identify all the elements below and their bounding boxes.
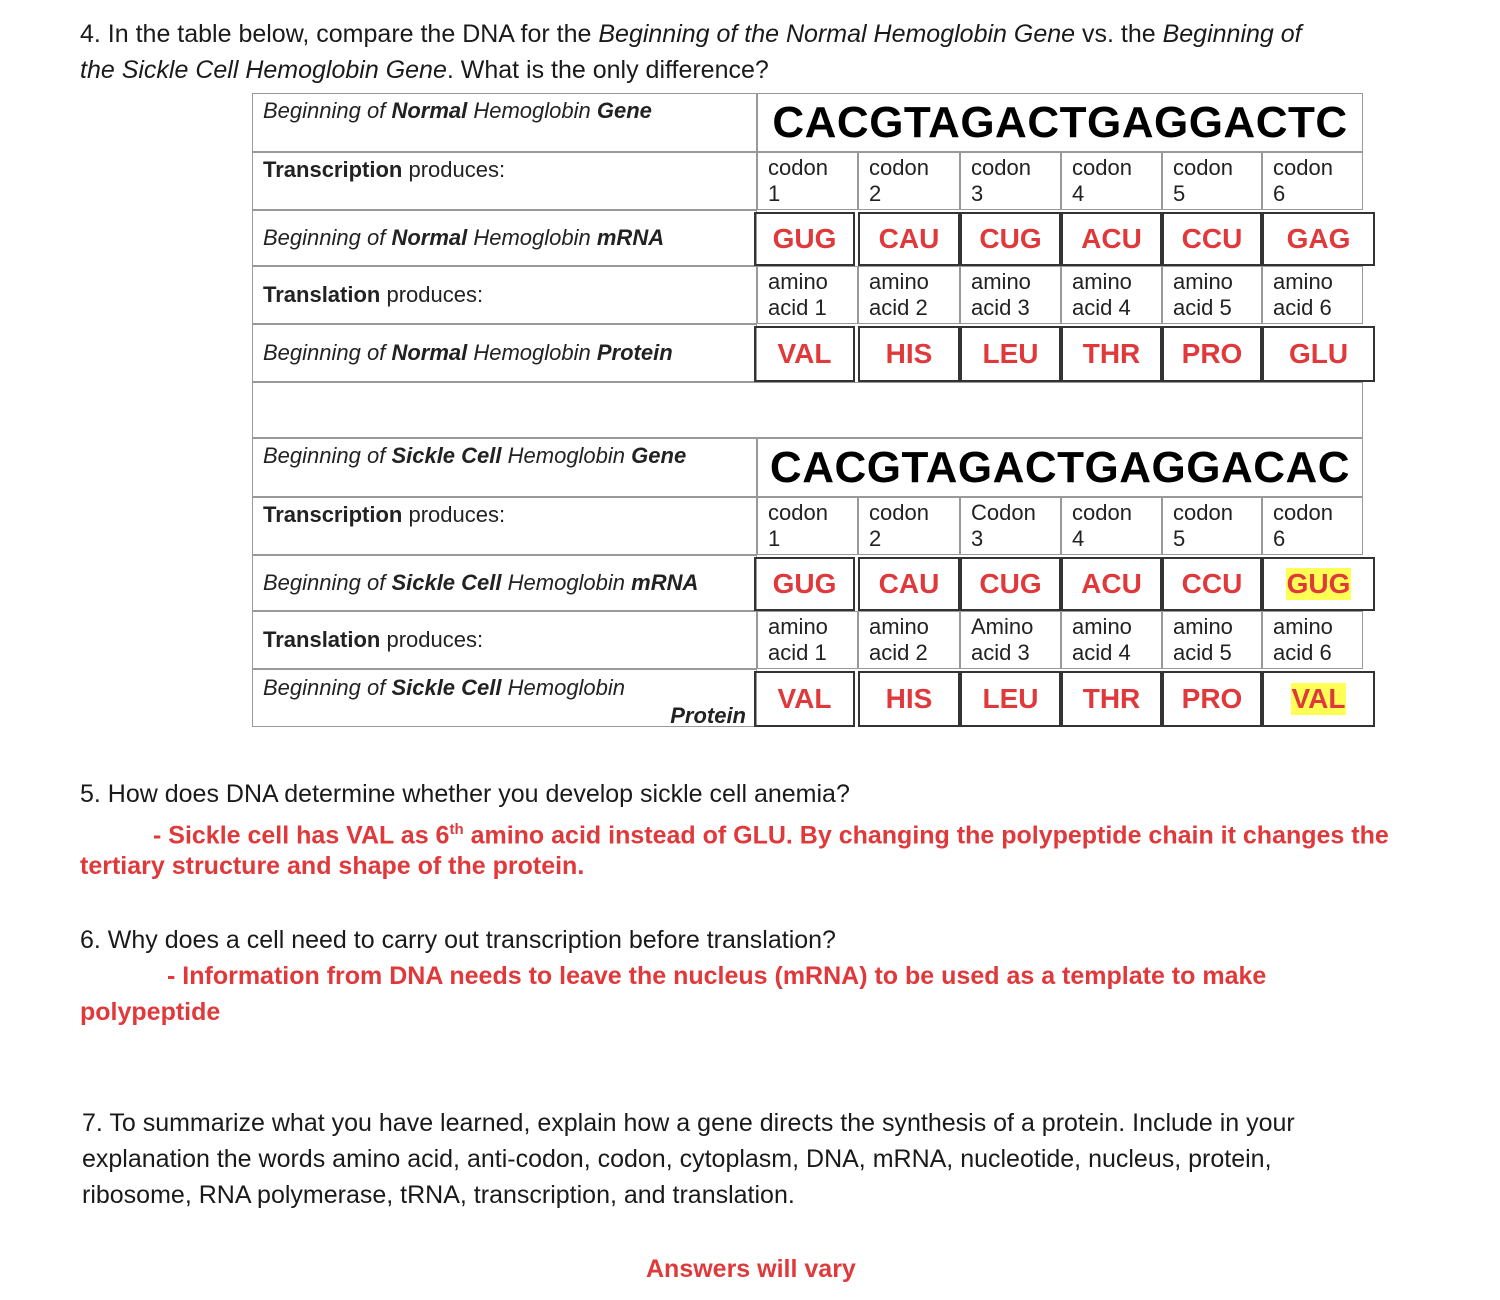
normal-gene-sequence: CACGTAGACTGAGGACTC	[757, 93, 1363, 152]
amino-number: acid 6	[1273, 640, 1332, 665]
answer-6-line-2: polypeptide	[80, 998, 221, 1026]
amino-acid-name-text: THR	[1082, 683, 1141, 714]
normal-amino-acid-5	[1162, 266, 1262, 324]
normal-transcription-label	[252, 152, 757, 210]
normal-mrna-codon-1	[754, 212, 855, 266]
amino-acid-name-text: HIS	[885, 683, 933, 714]
normal-amino-acid-name-1	[754, 326, 855, 382]
normal-amino-acid-name-4	[1061, 326, 1162, 382]
bold-text: Normal	[391, 340, 468, 365]
sickle-mrna-codon-5	[1162, 557, 1262, 611]
question-6: 6. Why does a cell need to carry out transcription before translation?	[80, 926, 836, 954]
codon-number: 1	[768, 181, 781, 206]
text: Beginning of	[263, 570, 392, 595]
codon-word: Codon	[971, 500, 1036, 525]
question-5: 5. How does DNA determine whether you develop sickle cell anemia?	[80, 780, 850, 808]
normal-codon-3	[960, 152, 1061, 210]
normal-codon-5	[1162, 152, 1262, 210]
amino-word: amino	[971, 269, 1031, 294]
sickle-mrna-codon-3	[960, 557, 1061, 611]
amino-number: acid 5	[1173, 295, 1232, 320]
mrna-codon-text: GUG	[772, 223, 837, 254]
sickle-amino-acid-name-4	[1061, 671, 1162, 727]
bold-text: Gene	[631, 443, 687, 468]
mrna-codon-text: CUG	[979, 223, 1042, 254]
normal-mrna-codon-6	[1262, 212, 1375, 266]
mrna-codon-text: GUG	[772, 568, 837, 599]
normal-protein-label	[252, 324, 757, 382]
question-7-line-3: ribosome, RNA polymerase, tRNA, transcription, and translation.	[82, 1181, 795, 1209]
sickle-codon-6	[1262, 497, 1363, 555]
codon-number: 5	[1173, 181, 1186, 206]
sickle-codon-4	[1061, 497, 1162, 555]
text: Beginning of	[263, 340, 392, 365]
normal-amino-acid-name-5	[1162, 326, 1262, 382]
amino-word: amino	[1173, 269, 1233, 294]
italic-text: the Sickle Cell Hemoglobin Gene	[80, 56, 447, 84]
mrna-codon-text: GAG	[1286, 223, 1351, 254]
codon-number: 4	[1072, 181, 1085, 206]
amino-number: acid 6	[1273, 295, 1332, 320]
bold-text: Normal	[391, 98, 468, 123]
codon-number: 6	[1273, 526, 1286, 551]
amino-word: amino	[1273, 269, 1333, 294]
codon-number: 2	[869, 181, 882, 206]
amino-number: acid 1	[768, 640, 827, 665]
mrna-codon-text: CAU	[878, 568, 940, 599]
text: produces:	[402, 157, 506, 182]
codon-word: codon	[1173, 155, 1233, 180]
amino-word: amino	[1273, 614, 1333, 639]
normal-amino-acid-3	[960, 266, 1061, 324]
amino-number: acid 4	[1072, 640, 1131, 665]
sickle-amino-acid-5	[1162, 611, 1262, 669]
text: vs. the	[1075, 20, 1163, 48]
amino-word: Amino	[971, 614, 1034, 639]
amino-word: amino	[768, 269, 828, 294]
codon-word: codon	[869, 155, 929, 180]
codon-number: 4	[1072, 526, 1085, 551]
codon-word: codon	[1273, 155, 1333, 180]
normal-codon-4	[1061, 152, 1162, 210]
mrna-codon-text: ACU	[1081, 223, 1142, 254]
codon-number: 1	[768, 526, 781, 551]
sickle-amino-acid-3	[960, 611, 1061, 669]
normal-mrna-label	[252, 210, 757, 266]
amino-number: acid 2	[869, 295, 928, 320]
amino-word: amino	[1173, 614, 1233, 639]
normal-amino-acid-name-3	[960, 326, 1061, 382]
codon-number: 3	[971, 526, 984, 551]
table-spacer-row	[252, 382, 1363, 438]
question-7-line-1: 7. To summarize what you have learned, explain how a gene directs the synthesis of a protein. Include in your	[82, 1109, 1295, 1137]
text: Beginning of	[263, 675, 392, 700]
bold-text: Transcription	[263, 157, 403, 182]
text: Hemoglobin	[501, 675, 626, 700]
sickle-codon-1	[757, 497, 858, 555]
normal-codon-6	[1262, 152, 1363, 210]
amino-acid-name-text: VAL	[777, 338, 832, 369]
amino-number: acid 5	[1173, 640, 1232, 665]
sickle-amino-acid-1	[757, 611, 858, 669]
answer-7: Answers will vary	[646, 1255, 856, 1283]
codon-number: 3	[971, 181, 984, 206]
bold-text: Sickle Cell	[391, 443, 502, 468]
amino-word: amino	[768, 614, 828, 639]
normal-amino-acid-name-2	[858, 326, 960, 382]
codon-word: codon	[1173, 500, 1233, 525]
sickle-gene-label	[252, 438, 757, 497]
codon-word: codon	[971, 155, 1031, 180]
question-7-line-2: explanation the words amino acid, anti-codon, codon, cytoplasm, DNA, mRNA, nucleotide, nucleus, protein,	[82, 1145, 1272, 1173]
bold-text: Gene	[596, 98, 652, 123]
sickle-amino-acid-name-3	[960, 671, 1061, 727]
italic-text: Beginning of	[1162, 20, 1302, 48]
codon-word: codon	[1072, 155, 1132, 180]
codon-word: codon	[1072, 500, 1132, 525]
codon-word: codon	[768, 500, 828, 525]
sickle-amino-acid-2	[858, 611, 960, 669]
codon-word: codon	[869, 500, 929, 525]
sickle-transcription-label	[252, 497, 757, 555]
codon-word: codon	[768, 155, 828, 180]
sickle-mrna-codon-1	[754, 557, 855, 611]
question-4-line-2	[80, 52, 769, 88]
normal-amino-acid-2	[858, 266, 960, 324]
bold-text: Transcription	[263, 502, 403, 527]
text: Hemoglobin	[467, 225, 597, 250]
answer-5-superscript: th	[449, 821, 464, 838]
amino-acid-name-text: GLU	[1288, 338, 1349, 369]
normal-gene-label	[252, 93, 757, 152]
amino-acid-name-text: PRO	[1181, 683, 1243, 714]
text: Beginning of	[263, 225, 392, 250]
text: Hemoglobin	[467, 98, 597, 123]
mrna-codon-text: CAU	[878, 223, 940, 254]
answer-5-text-b: amino acid instead of GLU. By changing the polypeptide chain it changes the	[463, 821, 1389, 850]
text: . What is the only difference?	[446, 56, 769, 84]
bold-text: Sickle Cell	[391, 675, 502, 700]
sickle-mrna-codon-2	[858, 557, 960, 611]
codon-number: 2	[869, 526, 882, 551]
text: Hemoglobin	[467, 340, 597, 365]
normal-codon-1	[757, 152, 858, 210]
sickle-amino-acid-name-5	[1162, 671, 1262, 727]
text: Hemoglobin	[501, 443, 632, 468]
amino-acid-name-text: LEU	[982, 683, 1039, 714]
codon-word: codon	[1273, 500, 1333, 525]
question-4-line-1	[80, 16, 1302, 52]
codon-number: 6	[1273, 181, 1286, 206]
sickle-translation-label	[252, 611, 757, 669]
text: Beginning of	[263, 443, 392, 468]
text: Hemoglobin	[501, 570, 632, 595]
normal-amino-acid-4	[1061, 266, 1162, 324]
mrna-codon-text: CCU	[1181, 568, 1243, 599]
sickle-mrna-label	[252, 555, 757, 611]
sickle-codon-5	[1162, 497, 1262, 555]
normal-mrna-codon-4	[1061, 212, 1162, 266]
amino-acid-name-text: THR	[1082, 338, 1141, 369]
mrna-codon-text: CUG	[979, 568, 1042, 599]
codon-number: 5	[1173, 526, 1186, 551]
normal-amino-acid-1	[757, 266, 858, 324]
normal-mrna-codon-5	[1162, 212, 1262, 266]
bold-text: Sickle Cell	[391, 570, 502, 595]
text: produces:	[402, 502, 506, 527]
amino-acid-name-text: VAL	[777, 683, 832, 714]
amino-acid-name-text: VAL	[1291, 683, 1346, 714]
sickle-codon-2	[858, 497, 960, 555]
text: produces:	[380, 627, 484, 652]
normal-mrna-codon-2	[858, 212, 960, 266]
answer-6-line-1: - Information from DNA needs to leave the nucleus (mRNA) to be used as a template to make	[167, 962, 1267, 990]
sickle-amino-acid-6	[1262, 611, 1363, 669]
answer-5-line-2: tertiary structure and shape of the protein.	[80, 852, 585, 880]
answer-5-text-a: - Sickle cell has VAL as 6	[153, 821, 450, 850]
bold-text: mRNA	[631, 570, 699, 595]
amino-number: acid 1	[768, 295, 827, 320]
bold-text: Translation	[263, 627, 381, 652]
sickle-amino-acid-name-1	[754, 671, 855, 727]
amino-word: amino	[869, 614, 929, 639]
sickle-codon-3	[960, 497, 1061, 555]
sickle-amino-acid-name-2	[858, 671, 960, 727]
amino-acid-name-text: LEU	[982, 338, 1039, 369]
amino-number: acid 2	[869, 640, 928, 665]
amino-acid-name-text: PRO	[1181, 338, 1243, 369]
text: produces:	[380, 282, 484, 307]
sickle-protein-label	[252, 669, 757, 727]
amino-word: amino	[869, 269, 929, 294]
sickle-mrna-codon-6	[1262, 557, 1375, 611]
normal-codon-2	[858, 152, 960, 210]
mrna-codon-text: GUG	[1286, 568, 1351, 599]
sickle-mrna-codon-4	[1061, 557, 1162, 611]
amino-word: amino	[1072, 269, 1132, 294]
amino-acid-name-text: HIS	[885, 338, 933, 369]
amino-number: acid 4	[1072, 295, 1131, 320]
bold-text: mRNA	[596, 225, 665, 250]
italic-text: Beginning of the Normal Hemoglobin Gene	[598, 20, 1076, 48]
amino-word: amino	[1072, 614, 1132, 639]
text: 4. In the table below, compare the DNA for the	[80, 20, 599, 48]
bold-text: Translation	[263, 282, 381, 307]
normal-mrna-codon-3	[960, 212, 1061, 266]
sickle-gene-sequence: CACGTAGACTGAGGACAC	[757, 438, 1363, 497]
bold-text: Protein	[596, 340, 673, 365]
sickle-amino-acid-4	[1061, 611, 1162, 669]
bold-text: Normal	[391, 225, 468, 250]
normal-amino-acid-6	[1262, 266, 1363, 324]
sickle-protein-label-2: Protein	[670, 703, 746, 728]
mrna-codon-text: ACU	[1081, 568, 1142, 599]
normal-amino-acid-name-6	[1262, 326, 1375, 382]
normal-translation-label	[252, 266, 757, 324]
text: Beginning of	[263, 98, 392, 123]
mrna-codon-text: CCU	[1181, 223, 1243, 254]
amino-number: acid 3	[971, 295, 1030, 320]
amino-number: acid 3	[971, 640, 1030, 665]
sickle-amino-acid-name-6	[1262, 671, 1375, 727]
